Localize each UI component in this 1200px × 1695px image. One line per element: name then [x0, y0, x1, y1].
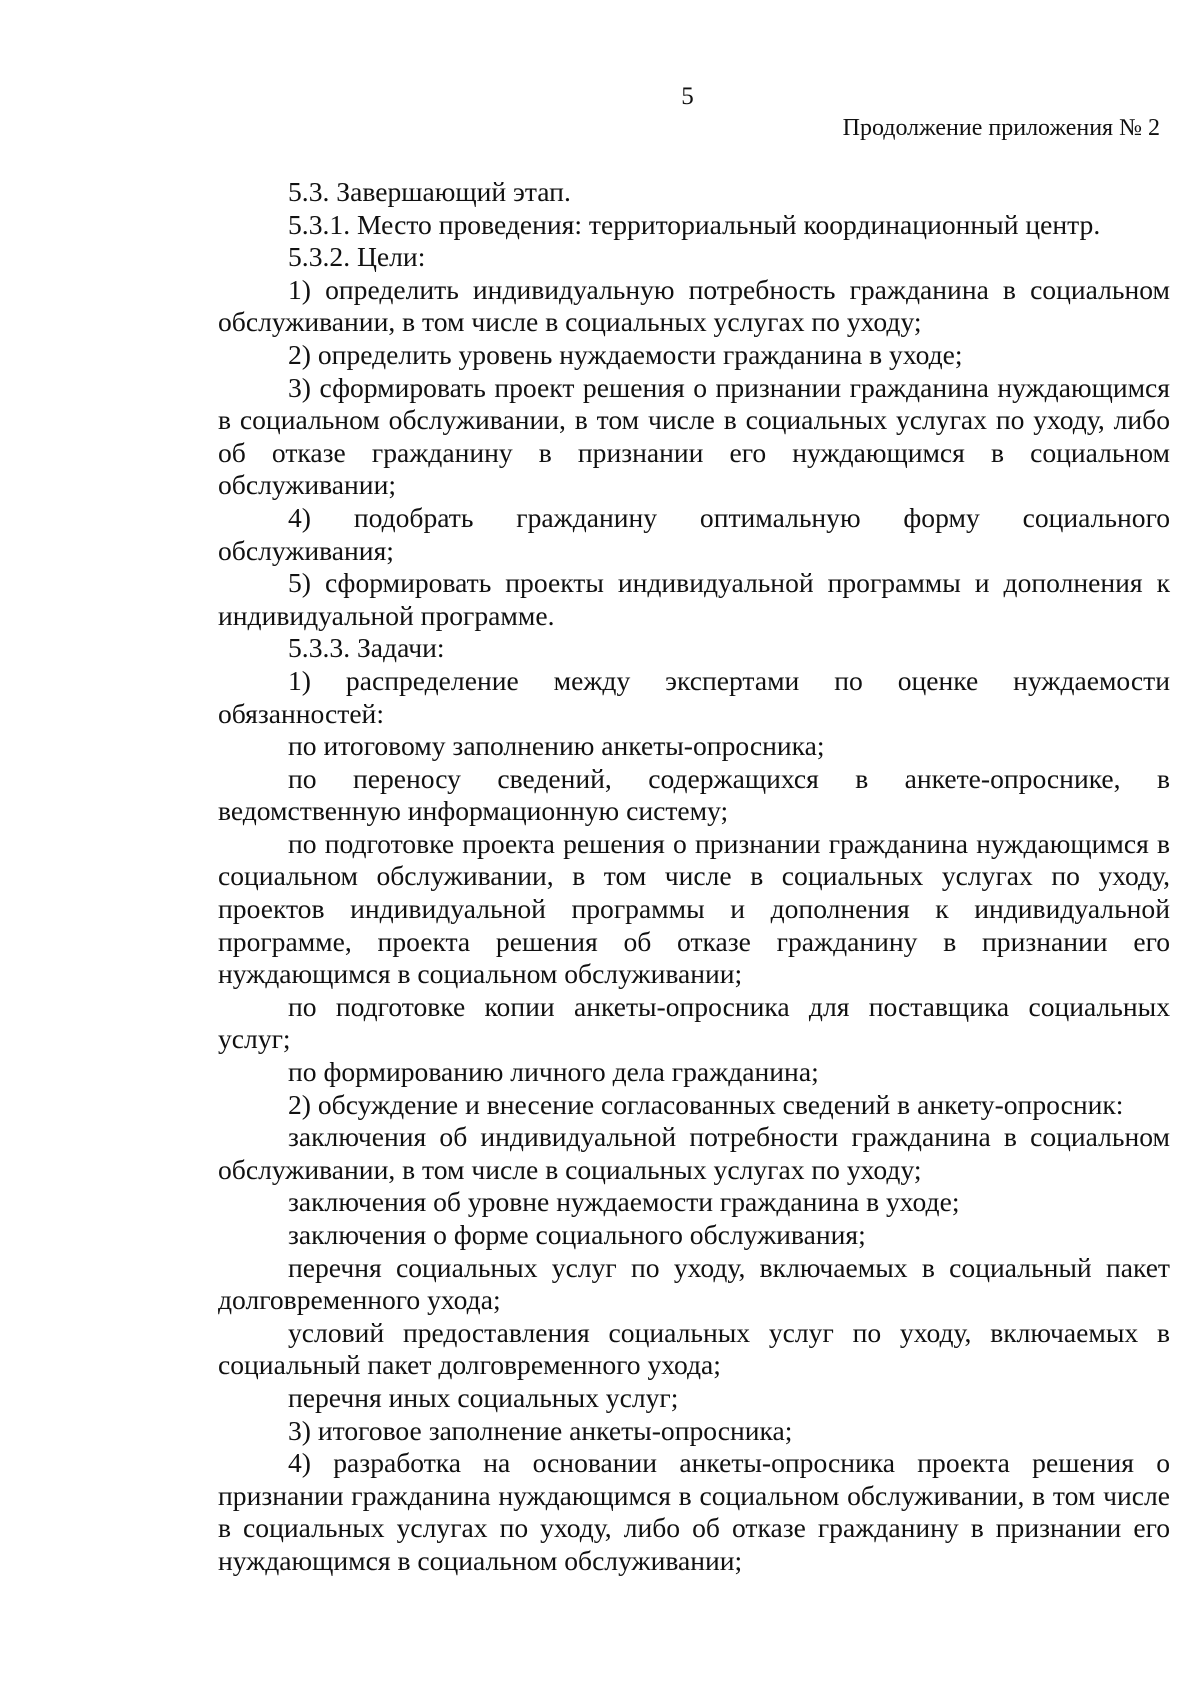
paragraph: перечня социальных услуг по уходу, включаемых в социальный пакет долговременного ухода;	[218, 1251, 1170, 1316]
paragraph: по подготовке копии анкеты-опросника для поставщика социальных услуг;	[218, 990, 1170, 1055]
paragraph: по формированию личного дела гражданина;	[288, 1056, 819, 1088]
paragraph: перечня иных социальных услуг;	[288, 1381, 679, 1413]
paragraph: по подготовке проекта решения о признании гражданина нуждающимся в социальном обслуживании, в том числе в социальных услугах по уходу, проектов индивидуальной программы и дополнения к индивидуальной программе, проекта решения об отказе гражданину в признании его нуждающимся в социальном обслуживании;	[218, 827, 1170, 990]
paragraph: 4) разработка на основании анкеты-опросника проекта решения о признании гражданина нуждающимся в социальном обслуживании, в том числе в социальных услугах по уходу, либо об отказе гражданину в признании его нуждающимся в социальном обслуживании;	[218, 1447, 1170, 1576]
paragraph: 5.3. Завершающий этап.	[288, 176, 571, 207]
paragraph: условий предоставления социальных услуг по уходу, включаемых в социальный пакет долговременного ухода;	[218, 1316, 1170, 1381]
paragraph: 5.3.2. Цели:	[288, 241, 426, 273]
paragraph: 2) определить уровень нуждаемости гражданина в уходе;	[288, 338, 963, 370]
paragraph: 5.3.3. Задачи:	[288, 632, 445, 664]
paragraph: заключения об индивидуальной потребности гражданина в социальном обслуживании, в том числе в социальных услугах по уходу;	[218, 1121, 1170, 1185]
appendix-continuation-note: Продолжение приложения № 2	[842, 115, 1160, 141]
paragraph: 1) распределение между экспертами по оценке нуждаемости обязанностей:	[218, 664, 1170, 729]
paragraph: 5) сформировать проекты индивидуальной программы и дополнения к индивидуальной программе.	[218, 567, 1170, 631]
paragraph: по переносу сведений, содержащихся в анкете-опроснике, в ведомственную информационную систему;	[218, 762, 1170, 827]
paragraph: 3) сформировать проект решения о признании гражданина нуждающимся в социальном обслуживании, в том числе в социальных услугах по уходу, либо об отказе гражданину в признании его нуждающимся в социальном обслуживании;	[218, 371, 1170, 501]
paragraph: заключения о форме социального обслуживания;	[288, 1219, 866, 1250]
paragraph: 4) подобрать гражданину оптимальную форму социального обслуживания;	[218, 501, 1170, 566]
paragraph: по итоговому заполнению анкеты-опросника;	[288, 730, 825, 762]
document-body	[218, 176, 1170, 1578]
paragraph: 1) определить индивидуальную потребность гражданина в социальном обслуживании, в том числе в социальных услугах по уходу;	[218, 273, 1170, 338]
page-number: 5	[681, 83, 694, 110]
paragraph: 2) обсуждение и внесение согласованных сведений в анкету-опросник:	[288, 1088, 1124, 1120]
paragraph: заключения об уровне нуждаемости гражданина в уходе;	[288, 1186, 960, 1218]
paragraph: 3) итоговое заполнение анкеты-опросника;	[288, 1414, 793, 1446]
paragraph: 5.3.1. Место проведения: территориальный координационный центр.	[288, 208, 1101, 240]
